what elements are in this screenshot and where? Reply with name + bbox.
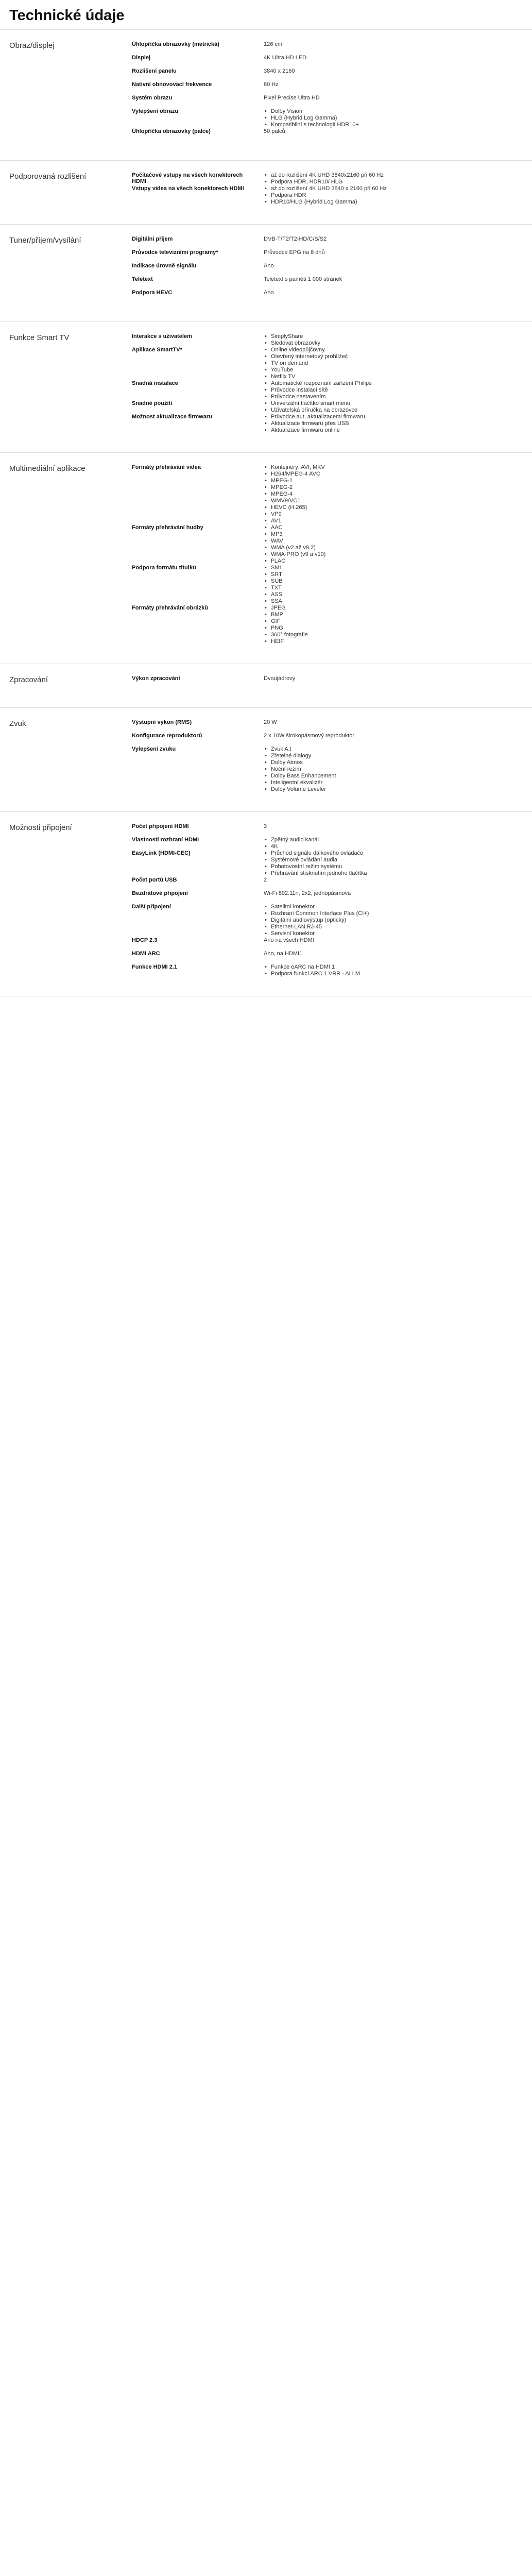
spec-value-item: • SimplyShare — [264, 333, 492, 340]
spec-value-item: • Podpora funkcí ARC 1 VRR - ALLM — [264, 971, 492, 977]
spec-label: Počítačové vstupy na všech konektorech HDMI — [132, 172, 243, 184]
spec-value — [264, 746, 492, 793]
spec-label: Vylepšení zvuku — [132, 746, 176, 752]
spec-value-item: • Přehrávání stisknutím jednoho tlačítka — [264, 870, 492, 877]
spec-value-list — [264, 605, 492, 645]
spec-value-item: • SMI — [264, 565, 492, 571]
spec-value-item: • Pohotovostní režim systému — [264, 863, 492, 870]
spec-label: Vlastnosti rozhraní HDMI — [132, 837, 199, 843]
spec-value-item: • Netflix TV — [264, 374, 492, 380]
spec-value-item: • FLAC — [264, 558, 492, 565]
spec-value-item: • WMA-PRO (v9 a v10) — [264, 551, 492, 558]
section-title: Obraz/displej — [9, 41, 55, 50]
spec-label: Displej — [132, 55, 151, 61]
spec-rows — [132, 464, 492, 645]
spec-value-item: • AAC — [264, 524, 492, 531]
spec-label: Formáty přehrávání videa — [132, 464, 201, 470]
spec-value-item: • BMP — [264, 612, 492, 618]
spec-value-item: • Dolby Volume Leveler — [264, 786, 492, 793]
spec-label: HDCP 2.3 — [132, 937, 158, 943]
section-title: Funkce Smart TV — [9, 333, 70, 342]
spec-row — [132, 68, 492, 81]
spec-value — [264, 964, 492, 977]
spec-value — [264, 837, 492, 850]
spec-value: 2 — [264, 877, 267, 883]
section-title: Tuner/příjem/vysílání — [9, 236, 81, 245]
spec-section — [0, 453, 532, 664]
spec-row — [132, 951, 492, 964]
spec-value-item: • Inteligentní ekvalizér — [264, 779, 492, 786]
spec-row — [132, 414, 492, 434]
spec-value-item: • Zřetelné dialogy — [264, 753, 492, 759]
spec-label: Snadná instalace — [132, 380, 178, 386]
spec-value-item: • až do rozlišení 4K UHD 3840 x 2160 při 60 Hz — [264, 185, 492, 192]
section-title: Zvuk — [9, 719, 26, 728]
section-title: Podporovaná rozlišení — [9, 172, 87, 181]
spec-label: Snadné použití — [132, 400, 173, 406]
spec-value-item: • ASS — [264, 591, 492, 598]
spec-label: Výstupní výkon (RMS) — [132, 719, 192, 725]
spec-value — [264, 333, 492, 347]
spec-value-item: • Podpora HDR — [264, 192, 492, 199]
spec-label: Počet portů USB — [132, 877, 177, 883]
spec-value-list — [264, 464, 492, 524]
spec-value-list — [264, 964, 492, 977]
spec-label: HDMI ARC — [132, 951, 160, 957]
spec-value — [264, 108, 492, 128]
spec-section — [0, 812, 532, 996]
spec-row — [132, 172, 492, 185]
spec-label: Průvodce televizními programy* — [132, 249, 218, 256]
spec-value — [264, 414, 492, 434]
spec-value-list — [264, 837, 492, 850]
page-title: Technické údaje — [0, 0, 532, 30]
spec-label: Výkon zpracování — [132, 675, 180, 682]
spec-value-item: • HLG (Hybrid Log Gamma) — [264, 115, 492, 122]
spec-value: DVB-T/T2/T2-HD/C/S/S2 — [264, 236, 327, 242]
spec-row — [132, 746, 492, 793]
spec-section — [0, 322, 532, 453]
spec-value-item: • Automatické rozpoznání zařízení Philips — [264, 380, 492, 387]
spec-row — [132, 263, 492, 276]
spec-value-item: • Sledovat obrazovky — [264, 340, 492, 347]
spec-rows — [132, 236, 492, 303]
spec-value — [264, 850, 492, 877]
spec-value-list — [264, 850, 492, 877]
spec-value: 50 palců — [264, 128, 285, 134]
spec-value: Ano — [264, 263, 274, 269]
spec-value — [264, 904, 492, 937]
spec-label: Funkce HDMI 2.1 — [132, 964, 178, 970]
spec-value: Ano, na HDMI1 — [264, 951, 303, 957]
spec-row — [132, 719, 492, 733]
spec-row — [132, 185, 492, 206]
spec-section — [0, 30, 532, 161]
spec-value — [264, 565, 492, 605]
spec-value: Dvoujádrový — [264, 675, 296, 682]
spec-label: Rozlišení panelu — [132, 68, 177, 74]
spec-value: Teletext s paměti 1 000 stránek — [264, 276, 342, 282]
spec-value-list — [264, 400, 492, 414]
spec-row — [132, 565, 492, 605]
spec-value-item: • WMV9/VC1 — [264, 498, 492, 504]
spec-rows — [132, 41, 492, 142]
spec-value-list — [264, 380, 492, 400]
spec-row — [132, 333, 492, 347]
spec-value-item: • Průvodce aut. aktualizacemi firmwaru — [264, 414, 492, 420]
spec-value-item: • Zvuk A.I — [264, 746, 492, 753]
spec-row — [132, 108, 492, 128]
section-title: Možnosti připojení — [9, 823, 72, 832]
spec-label: Další připojení — [132, 904, 171, 910]
spec-row — [132, 877, 492, 890]
spec-value-item: • Průchod signálu dálkového ovladače — [264, 850, 492, 857]
spec-value-item: • WAV — [264, 538, 492, 545]
spec-value: Pixel Precise Ultra HD — [264, 95, 320, 101]
spec-value-list — [264, 333, 492, 347]
spec-label: Bezdrátové připojení — [132, 890, 188, 896]
spec-value: 3840 x 2160 — [264, 68, 295, 74]
spec-value-list — [264, 347, 492, 380]
spec-value-item: • Satelitní konektor — [264, 904, 492, 910]
spec-value-item: • Aktualizace firmwaru online — [264, 427, 492, 434]
spec-value-item: • MPEG-4 — [264, 491, 492, 498]
spec-label: Aplikace SmartTV* — [132, 347, 182, 353]
spec-value-item: • SSA — [264, 598, 492, 605]
spec-rows — [132, 719, 492, 793]
spec-row — [132, 837, 492, 850]
spec-value-item: • Aktualizace firmwaru přes USB — [264, 420, 492, 427]
spec-section — [0, 664, 532, 708]
spec-value-item: • Průvodce nastavením — [264, 394, 492, 400]
spec-value-item: • SRT — [264, 571, 492, 578]
spec-rows — [132, 172, 492, 206]
spec-value-item: • Online videopůjčovny — [264, 347, 492, 353]
spec-label: Podpora formátu titulků — [132, 565, 196, 571]
spec-value-item: • HEIF — [264, 638, 492, 645]
spec-value — [264, 464, 492, 524]
spec-rows — [132, 333, 492, 434]
spec-label: Vylepšení obrazu — [132, 108, 179, 114]
spec-value-item: • Uživatelská příručka na obrazovce — [264, 407, 492, 414]
spec-value — [264, 524, 492, 565]
spec-value-item: • Rozhraní Common Interface Plus (CI+) — [264, 910, 492, 917]
spec-value: 126 cm — [264, 41, 283, 47]
spec-value-item: • JPEG — [264, 605, 492, 612]
spec-value-item: • WMA (v2 až v9.2) — [264, 545, 492, 551]
spec-value-item: • TXT — [264, 585, 492, 591]
spec-value: 3 — [264, 823, 267, 829]
spec-label: Digitální příjem — [132, 236, 173, 242]
spec-value-item: • H264/MPEG-4 AVC — [264, 471, 492, 478]
spec-rows — [132, 823, 492, 977]
spec-label: Vstupy videa na všech konektorech HDMI — [132, 185, 244, 192]
spec-row — [132, 823, 492, 837]
spec-value: 2 x 10W širokopásmový reproduktor — [264, 733, 355, 739]
spec-value-item: • HEVC (H.265) — [264, 504, 492, 511]
spec-value-item: • 360° fotografie — [264, 632, 492, 638]
spec-value-list — [264, 524, 492, 565]
spec-value — [264, 380, 492, 400]
spec-value — [264, 347, 492, 380]
spec-value — [264, 400, 492, 414]
spec-row — [132, 890, 492, 904]
spec-value: 20 W — [264, 719, 277, 725]
spec-value-item: • Univerzální tlačítko smart menu — [264, 400, 492, 407]
spec-value-list — [264, 172, 492, 185]
spec-label: EasyLink (HDMI-CEC) — [132, 850, 191, 856]
spec-value-item: • Ethernet-LAN RJ-45 — [264, 924, 492, 930]
spec-label: Nativní obnovovací frekvence — [132, 81, 212, 88]
spec-value-item: • SUB — [264, 578, 492, 585]
spec-row — [132, 55, 492, 68]
spec-label: Formáty přehrávání obrázků — [132, 605, 208, 611]
spec-row — [132, 236, 492, 249]
spec-label: Interakce s uživatelem — [132, 333, 192, 340]
spec-value-list — [264, 414, 492, 434]
spec-section — [0, 225, 532, 322]
spec-row — [132, 675, 492, 689]
spec-value: Wi-Fi 802.11n, 2x2, jednopásmová — [264, 890, 351, 896]
spec-value-item: • Digitální audiovýstup (optický) — [264, 917, 492, 924]
spec-row — [132, 128, 492, 142]
spec-row — [132, 904, 492, 937]
spec-value-list — [264, 746, 492, 793]
spec-value-list — [264, 185, 492, 206]
spec-value-item: • AV1 — [264, 518, 492, 524]
spec-value-item: • Funkce eARC na HDMI 1 — [264, 964, 492, 971]
spec-value-item: • až do rozlišení 4K UHD 3840x2160 při 60 Hz — [264, 172, 492, 179]
spec-value-item: • Noční režim — [264, 766, 492, 773]
spec-value-item: • Kompatibilní s technologií HDR10+ — [264, 122, 492, 128]
spec-row — [132, 41, 492, 55]
spec-label: Úhlopříčka obrazovky (palce) — [132, 128, 211, 134]
spec-value: Ano — [264, 290, 274, 296]
spec-row — [132, 276, 492, 290]
spec-value-item: • HDR10/HLG (Hybrid Log Gamma) — [264, 199, 492, 206]
spec-value-item: • MPEG-1 — [264, 478, 492, 484]
spec-row — [132, 464, 492, 524]
spec-value-item: • 4K — [264, 843, 492, 850]
spec-label: Možnost aktualizace firmwaru — [132, 414, 212, 420]
spec-label: Formáty přehrávání hudby — [132, 524, 203, 531]
spec-value-item: • Dolby Vision — [264, 108, 492, 115]
spec-value-list — [264, 565, 492, 605]
spec-value: Ano na všech HDMI — [264, 937, 314, 943]
spec-row — [132, 964, 492, 977]
spec-value-item: • Dolby Atmos — [264, 759, 492, 766]
spec-row — [132, 81, 492, 95]
spec-label: Počet připojení HDMI — [132, 823, 189, 829]
spec-value: Průvodce EPG na 8 dnů — [264, 249, 325, 256]
spec-value — [264, 185, 492, 206]
spec-label: Úhlopříčka obrazovky (metrická) — [132, 41, 219, 47]
spec-value-item: • TV on demand — [264, 360, 492, 367]
spec-label: Teletext — [132, 276, 153, 282]
spec-value-item: • Servisní konektor — [264, 930, 492, 937]
spec-value-list — [264, 904, 492, 937]
spec-row — [132, 290, 492, 303]
spec-row — [132, 347, 492, 380]
spec-row — [132, 937, 492, 951]
spec-value-item: • MP3 — [264, 531, 492, 538]
spec-label: Indikace úrovně signálu — [132, 263, 197, 269]
spec-row — [132, 249, 492, 263]
spec-row — [132, 850, 492, 877]
spec-value-item: • Podpora HDR, HDR10/ HLG — [264, 179, 492, 185]
spec-rows — [132, 675, 492, 689]
spec-value — [264, 172, 492, 185]
spec-row — [132, 400, 492, 414]
spec-value-item: • Průvodce instalací sítě — [264, 387, 492, 394]
spec-row — [132, 605, 492, 645]
spec-row — [132, 524, 492, 565]
spec-value-list — [264, 108, 492, 128]
spec-value-item: • Dolby Bass Enhancement — [264, 773, 492, 779]
spec-value-item: • PNG — [264, 625, 492, 632]
spec-section — [0, 708, 532, 812]
spec-row — [132, 95, 492, 108]
spec-page — [0, 0, 532, 1017]
section-title: Multimediální aplikace — [9, 464, 85, 473]
spec-label: Konfigurace reproduktorů — [132, 733, 202, 739]
spec-value-item: • GIF — [264, 618, 492, 625]
spec-value-item: • MPEG-2 — [264, 484, 492, 491]
spec-value: 60 Hz — [264, 81, 279, 88]
spec-row — [132, 733, 492, 746]
spec-label: Podpora HEVC — [132, 290, 173, 296]
spec-label: Systém obrazu — [132, 95, 173, 101]
spec-value-item: • Systémové ovládání audia — [264, 857, 492, 863]
spec-sections — [0, 30, 532, 996]
spec-value-item: • Kontejnery: AVI, MKV — [264, 464, 492, 471]
spec-value — [264, 605, 492, 645]
spec-row — [132, 380, 492, 400]
spec-section — [0, 161, 532, 225]
spec-value-item: • Zpětný audio kanál — [264, 837, 492, 843]
spec-value-item: • Otevřený internetový prohlížeč — [264, 353, 492, 360]
section-title: Zpracování — [9, 675, 48, 684]
spec-value-item: • YouTube — [264, 367, 492, 374]
spec-value: 4K Ultra HD LED — [264, 55, 307, 61]
spec-value-item: • VP9 — [264, 511, 492, 518]
